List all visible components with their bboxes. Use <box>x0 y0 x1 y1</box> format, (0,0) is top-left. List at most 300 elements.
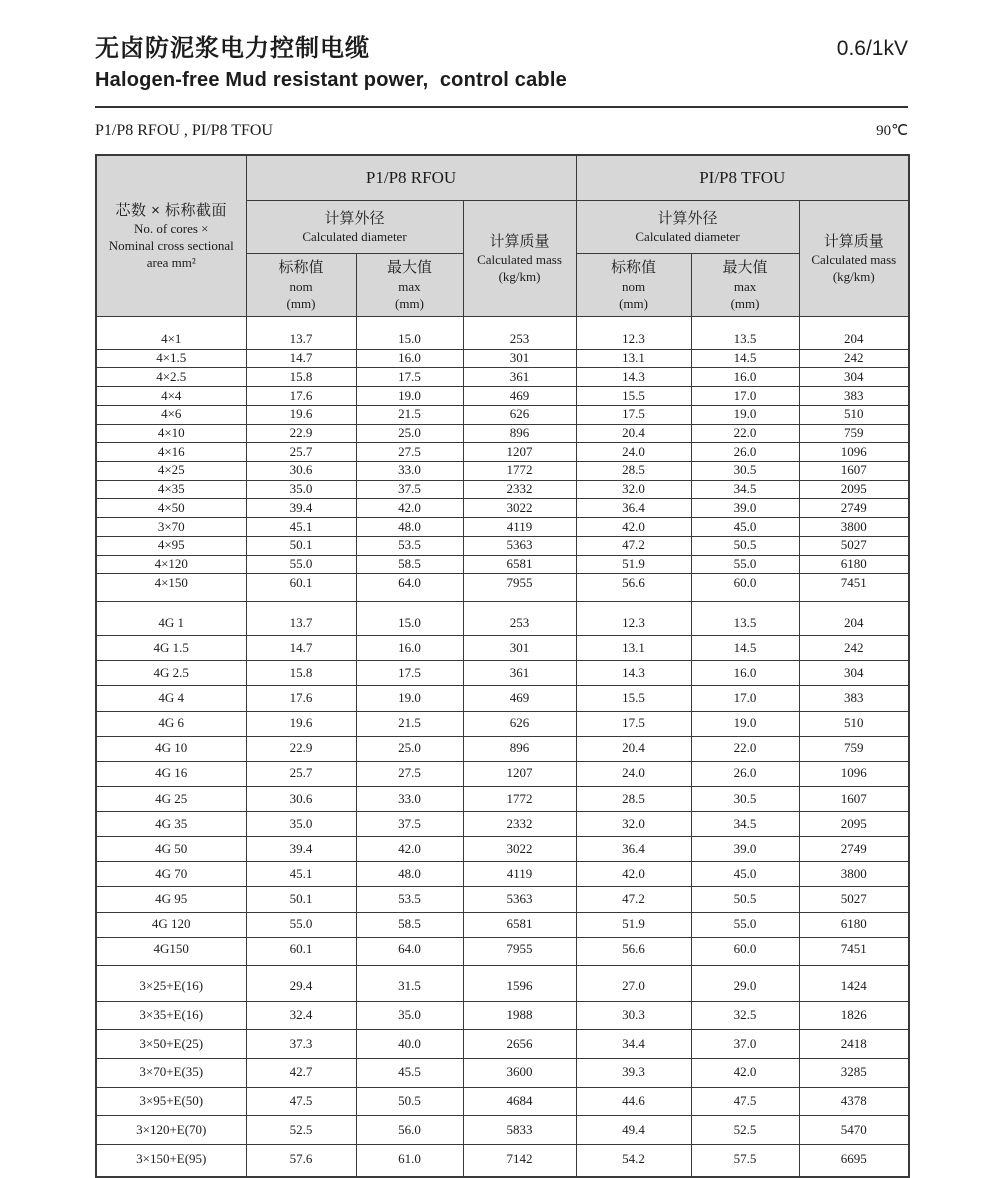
cell: 34.5 <box>691 480 799 499</box>
header-max-tfou-unit: (mm) <box>730 295 760 311</box>
row-label: 4×10 <box>96 424 246 443</box>
cell: 53.5 <box>356 536 463 555</box>
cell: 6180 <box>799 912 909 937</box>
cell: 2749 <box>799 499 909 518</box>
row-label: 4G 120 <box>96 912 246 937</box>
cell: 19.0 <box>356 686 463 711</box>
cell: 301 <box>463 636 576 661</box>
header-max-tfou <box>691 254 799 317</box>
row-label: 4×25 <box>96 462 246 481</box>
cell: 37.5 <box>356 480 463 499</box>
cell: 6581 <box>463 555 576 574</box>
cell: 361 <box>463 368 576 387</box>
table-row <box>96 686 909 711</box>
cell: 1772 <box>463 786 576 811</box>
cell: 60.1 <box>246 574 356 601</box>
table-row <box>96 761 909 786</box>
cell: 19.0 <box>356 387 463 406</box>
table-row <box>96 636 909 661</box>
cell: 27.0 <box>576 966 691 1001</box>
cell: 19.6 <box>246 711 356 736</box>
row-label: 4×35 <box>96 480 246 499</box>
cell: 28.5 <box>576 786 691 811</box>
cell: 13.1 <box>576 636 691 661</box>
cell: 56.0 <box>356 1116 463 1145</box>
table-row <box>96 462 909 481</box>
cell: 2332 <box>463 812 576 837</box>
table-row <box>96 387 909 406</box>
header-mass-tfou <box>799 201 909 317</box>
row-label: 4×1.5 <box>96 349 246 368</box>
row-label: 4G 10 <box>96 736 246 761</box>
table-row <box>96 966 909 1001</box>
cell: 2332 <box>463 480 576 499</box>
header-max-rfou-zh: 最大值 <box>386 259 432 277</box>
cell: 45.0 <box>691 862 799 887</box>
table-row <box>96 574 909 601</box>
cell: 50.5 <box>691 887 799 912</box>
row-label: 3×70 <box>96 518 246 537</box>
header-mass-rfou <box>463 201 576 317</box>
cell: 39.4 <box>246 499 356 518</box>
header-mass-rfou-zh: 计算质量 <box>489 232 550 250</box>
row-label: 4G 1.5 <box>96 636 246 661</box>
cell: 32.0 <box>576 812 691 837</box>
cell: 24.0 <box>576 443 691 462</box>
cell: 3600 <box>463 1059 576 1088</box>
cell: 39.0 <box>691 499 799 518</box>
cell: 13.5 <box>691 601 799 636</box>
table-row <box>96 424 909 443</box>
header-diameter-tfou-zh: 计算外径 <box>657 209 718 227</box>
group-header-tfou: PI/P8 TFOU <box>576 155 909 201</box>
cell: 4119 <box>463 862 576 887</box>
row-label: 3×70+E(35) <box>96 1059 246 1088</box>
cell: 28.5 <box>576 462 691 481</box>
cell: 50.5 <box>356 1087 463 1116</box>
header-nom-tfou-unit: (mm) <box>619 295 648 311</box>
table-row <box>96 786 909 811</box>
cell: 22.9 <box>246 736 356 761</box>
cell: 54.2 <box>576 1145 691 1178</box>
cell: 3022 <box>463 499 576 518</box>
header-mass-tfou-zh: 计算质量 <box>823 232 884 250</box>
table-row <box>96 887 909 912</box>
cell: 301 <box>463 349 576 368</box>
cell: 60.0 <box>691 937 799 966</box>
cell: 21.5 <box>356 405 463 424</box>
cell: 21.5 <box>356 711 463 736</box>
cell: 52.5 <box>691 1116 799 1145</box>
cell: 27.5 <box>356 443 463 462</box>
cell: 2095 <box>799 480 909 499</box>
header-cores-zh: 芯数 × 标称截面 <box>115 201 228 219</box>
row-label: 4×1 <box>96 317 246 349</box>
header-diameter-rfou-zh: 计算外径 <box>324 209 385 227</box>
cell: 64.0 <box>356 574 463 601</box>
cell: 56.6 <box>576 574 691 601</box>
table-section-1 <box>96 317 909 601</box>
cell: 242 <box>799 636 909 661</box>
cell: 30.5 <box>691 462 799 481</box>
cell: 47.2 <box>576 887 691 912</box>
cell: 759 <box>799 736 909 761</box>
title-divider <box>95 106 908 108</box>
table-row <box>96 349 909 368</box>
header-nom-rfou <box>246 254 356 317</box>
cell: 35.0 <box>246 480 356 499</box>
cell: 27.5 <box>356 761 463 786</box>
header-nom-tfou-en: nom <box>621 278 646 294</box>
header-mass-rfou-unit: (kg/km) <box>498 269 541 285</box>
cell: 469 <box>463 387 576 406</box>
cell: 6581 <box>463 912 576 937</box>
cell: 30.5 <box>691 786 799 811</box>
cell: 626 <box>463 711 576 736</box>
cell: 57.5 <box>691 1145 799 1178</box>
cell: 50.5 <box>691 536 799 555</box>
cell: 383 <box>799 387 909 406</box>
cell: 51.9 <box>576 912 691 937</box>
table-row <box>96 1030 909 1059</box>
cell: 1607 <box>799 786 909 811</box>
cell: 13.5 <box>691 317 799 349</box>
cell: 253 <box>463 317 576 349</box>
cell: 15.5 <box>576 387 691 406</box>
group-header-rfou: P1/P8 RFOU <box>246 155 576 201</box>
table-section-3 <box>96 966 909 1178</box>
cell: 50.1 <box>246 887 356 912</box>
cell: 19.6 <box>246 405 356 424</box>
cell: 39.4 <box>246 837 356 862</box>
cell: 42.0 <box>356 837 463 862</box>
row-label: 3×150+E(95) <box>96 1145 246 1178</box>
header-nom-tfou <box>576 254 691 317</box>
cell: 5027 <box>799 887 909 912</box>
cell: 896 <box>463 424 576 443</box>
cell: 30.3 <box>576 1001 691 1030</box>
cell: 3022 <box>463 837 576 862</box>
table-row <box>96 661 909 686</box>
table-row <box>96 837 909 862</box>
cell: 29.0 <box>691 966 799 1001</box>
cell: 39.3 <box>576 1059 691 1088</box>
cell: 51.9 <box>576 555 691 574</box>
row-label: 4G 2.5 <box>96 661 246 686</box>
cell: 15.0 <box>356 317 463 349</box>
row-label: 3×95+E(50) <box>96 1087 246 1116</box>
table-row <box>96 1001 909 1030</box>
cell: 56.6 <box>576 937 691 966</box>
cell: 7955 <box>463 937 576 966</box>
table-section-2 <box>96 601 909 966</box>
cell: 25.0 <box>356 424 463 443</box>
cell: 20.4 <box>576 736 691 761</box>
cell: 12.3 <box>576 317 691 349</box>
cell: 36.4 <box>576 499 691 518</box>
table-row <box>96 443 909 462</box>
header-mass-tfou-unit: (kg/km) <box>832 269 875 285</box>
row-label: 4G 1 <box>96 601 246 636</box>
cell: 37.0 <box>691 1030 799 1059</box>
cell: 47.5 <box>691 1087 799 1116</box>
cell: 33.0 <box>356 462 463 481</box>
header-diameter-rfou-en: Calculated diameter <box>302 229 407 245</box>
cell: 26.0 <box>691 443 799 462</box>
cell: 53.5 <box>356 887 463 912</box>
row-label: 3×25+E(16) <box>96 966 246 1001</box>
cell: 13.7 <box>246 601 356 636</box>
cell: 14.7 <box>246 636 356 661</box>
cell: 361 <box>463 661 576 686</box>
row-label: 4G 16 <box>96 761 246 786</box>
cell: 7451 <box>799 937 909 966</box>
cell: 22.9 <box>246 424 356 443</box>
header-max-rfou-unit: (mm) <box>395 295 424 311</box>
row-label: 4G150 <box>96 937 246 966</box>
cell: 37.3 <box>246 1030 356 1059</box>
cell: 60.1 <box>246 937 356 966</box>
table-row <box>96 1087 909 1116</box>
row-label: 4×50 <box>96 499 246 518</box>
cell: 25.0 <box>356 736 463 761</box>
cell: 4378 <box>799 1087 909 1116</box>
cell: 7955 <box>463 574 576 601</box>
cell: 759 <box>799 424 909 443</box>
cell: 55.0 <box>691 555 799 574</box>
cell: 45.1 <box>246 518 356 537</box>
row-label: 4×16 <box>96 443 246 462</box>
row-label: 4G 35 <box>96 812 246 837</box>
cell: 31.5 <box>356 966 463 1001</box>
cell: 16.0 <box>691 661 799 686</box>
cell: 304 <box>799 661 909 686</box>
cell: 19.0 <box>691 711 799 736</box>
cell: 52.5 <box>246 1116 356 1145</box>
cell: 42.0 <box>691 1059 799 1088</box>
row-label: 4G 95 <box>96 887 246 912</box>
header-cores-en2: Nominal cross sectional <box>108 238 234 254</box>
row-label: 4×120 <box>96 555 246 574</box>
cell: 45.1 <box>246 862 356 887</box>
table-row <box>96 317 909 349</box>
cell: 30.6 <box>246 462 356 481</box>
table-row <box>96 601 909 636</box>
cell: 204 <box>799 601 909 636</box>
cell: 1988 <box>463 1001 576 1030</box>
cell: 20.4 <box>576 424 691 443</box>
cell: 14.5 <box>691 636 799 661</box>
header-max-tfou-zh: 最大值 <box>722 259 768 277</box>
spec-table <box>95 154 910 1178</box>
cell: 17.5 <box>576 405 691 424</box>
cell: 48.0 <box>356 862 463 887</box>
spec-table-header <box>96 155 909 317</box>
cell: 14.5 <box>691 349 799 368</box>
table-row <box>96 812 909 837</box>
row-label: 4G 4 <box>96 686 246 711</box>
cell: 17.5 <box>356 661 463 686</box>
cell: 5363 <box>463 536 576 555</box>
cell: 33.0 <box>356 786 463 811</box>
cell: 47.5 <box>246 1087 356 1116</box>
cell: 383 <box>799 686 909 711</box>
cell: 45.0 <box>691 518 799 537</box>
table-row <box>96 711 909 736</box>
cell: 45.5 <box>356 1059 463 1088</box>
cell: 37.5 <box>356 812 463 837</box>
header-diameter-tfou-en: Calculated diameter <box>635 229 740 245</box>
row-label: 4×6 <box>96 405 246 424</box>
row-label: 4G 6 <box>96 711 246 736</box>
cell: 35.0 <box>356 1001 463 1030</box>
row-label: 4G 50 <box>96 837 246 862</box>
cell: 42.7 <box>246 1059 356 1088</box>
table-row <box>96 862 909 887</box>
table-row <box>96 1059 909 1088</box>
voltage-rating: 0.6/1kV <box>836 37 908 60</box>
row-label: 4×2.5 <box>96 368 246 387</box>
table-row <box>96 912 909 937</box>
cell: 17.5 <box>576 711 691 736</box>
cell: 4119 <box>463 518 576 537</box>
cell: 48.0 <box>356 518 463 537</box>
cell: 5470 <box>799 1116 909 1145</box>
cell: 3285 <box>799 1059 909 1088</box>
header-mass-rfou-en: Calculated mass <box>477 252 562 268</box>
cell: 17.6 <box>246 686 356 711</box>
table-row <box>96 480 909 499</box>
cell: 57.6 <box>246 1145 356 1178</box>
cell: 17.5 <box>356 368 463 387</box>
cell: 2656 <box>463 1030 576 1059</box>
cell: 896 <box>463 736 576 761</box>
cell: 39.0 <box>691 837 799 862</box>
cell: 16.0 <box>691 368 799 387</box>
row-label: 3×120+E(70) <box>96 1116 246 1145</box>
cell: 40.0 <box>356 1030 463 1059</box>
cell: 26.0 <box>691 761 799 786</box>
header-diameter-tfou <box>576 201 799 254</box>
cell: 510 <box>799 405 909 424</box>
cell: 4684 <box>463 1087 576 1116</box>
cell: 1607 <box>799 462 909 481</box>
models-row <box>95 121 908 140</box>
temperature-rating: 90℃ <box>876 123 908 140</box>
cell: 469 <box>463 686 576 711</box>
table-row <box>96 536 909 555</box>
cell: 32.5 <box>691 1001 799 1030</box>
table-row <box>96 405 909 424</box>
title-row <box>95 36 908 62</box>
model-names: P1/P8 RFOU , PI/P8 TFOU <box>95 122 273 140</box>
cell: 6695 <box>799 1145 909 1178</box>
row-label: 3×35+E(16) <box>96 1001 246 1030</box>
table-row <box>96 518 909 537</box>
cell: 1207 <box>463 761 576 786</box>
header-nom-rfou-unit: (mm) <box>286 295 316 311</box>
cell: 60.0 <box>691 574 799 601</box>
table-row <box>96 1145 909 1178</box>
cell: 13.7 <box>246 317 356 349</box>
cell: 242 <box>799 349 909 368</box>
row-label: 4×95 <box>96 536 246 555</box>
header-max-rfou <box>356 254 463 317</box>
cell: 6180 <box>799 555 909 574</box>
cell: 49.4 <box>576 1116 691 1145</box>
cell: 1772 <box>463 462 576 481</box>
header-cores-cross-section <box>96 155 246 317</box>
cell: 30.6 <box>246 786 356 811</box>
row-label: 4G 25 <box>96 786 246 811</box>
cell: 55.0 <box>246 555 356 574</box>
cell: 58.5 <box>356 555 463 574</box>
cell: 15.8 <box>246 661 356 686</box>
cell: 34.5 <box>691 812 799 837</box>
cell: 29.4 <box>246 966 356 1001</box>
cell: 5363 <box>463 887 576 912</box>
cell: 42.0 <box>576 518 691 537</box>
header-cores-en1: No. of cores × <box>134 221 209 237</box>
cell: 35.0 <box>246 812 356 837</box>
cell: 22.0 <box>691 736 799 761</box>
row-label: 4×4 <box>96 387 246 406</box>
table-row <box>96 1116 909 1145</box>
cell: 17.0 <box>691 686 799 711</box>
page-title-english: Halogen-free Mud resistant power, control cable <box>95 69 567 92</box>
page-title-chinese: 无卤防泥浆电力控制电缆 <box>95 35 370 62</box>
table-row <box>96 368 909 387</box>
cell: 55.0 <box>246 912 356 937</box>
row-label: 3×50+E(25) <box>96 1030 246 1059</box>
table-row <box>96 937 909 966</box>
cell: 15.8 <box>246 368 356 387</box>
cell: 25.7 <box>246 761 356 786</box>
cell: 304 <box>799 368 909 387</box>
cell: 61.0 <box>356 1145 463 1178</box>
cell: 2749 <box>799 837 909 862</box>
cell: 47.2 <box>576 536 691 555</box>
header-nom-rfou-en: nom <box>289 278 313 294</box>
cell: 15.0 <box>356 601 463 636</box>
cell: 16.0 <box>356 636 463 661</box>
cell: 44.6 <box>576 1087 691 1116</box>
cell: 19.0 <box>691 405 799 424</box>
cell: 24.0 <box>576 761 691 786</box>
cell: 15.5 <box>576 686 691 711</box>
cell: 50.1 <box>246 536 356 555</box>
row-label: 4G 70 <box>96 862 246 887</box>
cell: 5833 <box>463 1116 576 1145</box>
cell: 64.0 <box>356 937 463 966</box>
cell: 3800 <box>799 518 909 537</box>
cell: 36.4 <box>576 837 691 862</box>
cell: 5027 <box>799 536 909 555</box>
cell: 510 <box>799 711 909 736</box>
cell: 2418 <box>799 1030 909 1059</box>
cell: 1596 <box>463 966 576 1001</box>
table-row <box>96 736 909 761</box>
cell: 14.7 <box>246 349 356 368</box>
cell: 1424 <box>799 966 909 1001</box>
header-cores-en3: area mm² <box>146 254 196 270</box>
header-diameter-rfou <box>246 201 463 254</box>
cell: 16.0 <box>356 349 463 368</box>
header-max-tfou-en: max <box>733 278 757 294</box>
cell: 626 <box>463 405 576 424</box>
table-row <box>96 555 909 574</box>
cell: 32.4 <box>246 1001 356 1030</box>
